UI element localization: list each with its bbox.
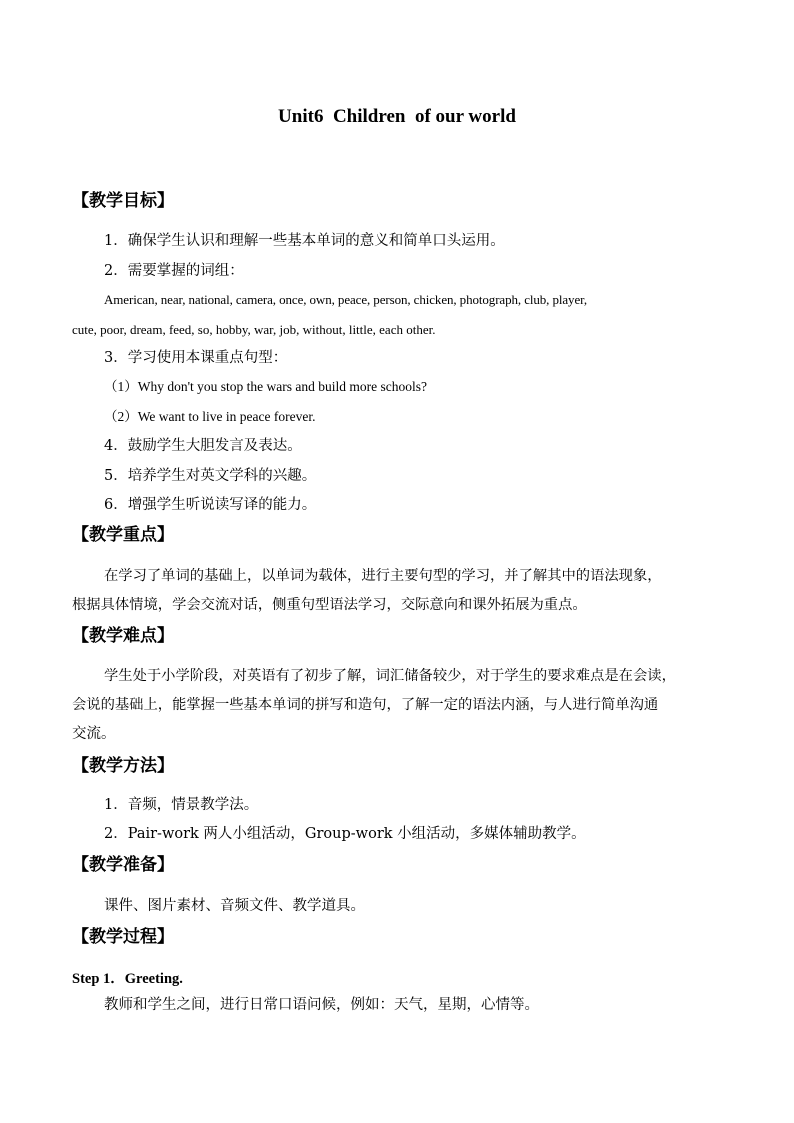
key-points-line-1: 在学习了单词的基础上，以单词为载体，进行主要句型的学习，并了解其中的语法现象， xyxy=(104,568,662,584)
step-1-title: Step 1．Greeting. xyxy=(72,971,183,987)
difficulties-heading: 【教学难点】 xyxy=(72,626,174,646)
preparation-heading: 【教学准备】 xyxy=(72,855,174,875)
methods-item-1: 1．音频，情景教学法。 xyxy=(104,797,259,813)
preparation-line-1: 课件、图片素材、音频文件、教学道具。 xyxy=(104,898,365,914)
objective-item-6: 6．增强学生听说读写译的能力。 xyxy=(104,497,317,513)
vocab-line-2: cute, poor, dream, feed, so, hobby, war, job, without, little, each other. xyxy=(72,322,436,337)
process-heading: 【教学过程】 xyxy=(72,927,174,947)
objective-item-1: 1．确保学生认识和理解一些基本单词的意义和简单口头运用。 xyxy=(104,233,505,249)
objective-item-4: 4．鼓励学生大胆发言及表达。 xyxy=(104,438,302,454)
objective-item-2: 2．需要掌握的词组： xyxy=(104,263,244,279)
document-title: Unit6 Children of our world xyxy=(278,106,516,127)
difficulties-line-3: 交流。 xyxy=(72,726,116,742)
objectives-heading: 【教学目标】 xyxy=(72,191,174,211)
key-points-line-2: 根据具体情境，学会交流对话，侧重句型语法学习，交际意向和课外拓展为重点。 xyxy=(72,597,587,613)
methods-item-2: 2．Pair-work 两人小组活动，Group-work 小组活动，多媒体辅助教学。 xyxy=(104,826,586,842)
key-sentence-2: （2）We want to live in peace forever. xyxy=(104,409,316,424)
step-1-line-1: 教师和学生之间，进行日常口语问候，例如：天气，星期，心情等。 xyxy=(104,997,539,1013)
key-points-heading: 【教学重点】 xyxy=(72,525,174,545)
difficulties-line-2: 会说的基础上，能掌握一些基本单词的拼写和造句，了解一定的语法内涵，与人进行简单沟通 xyxy=(72,697,659,713)
methods-heading: 【教学方法】 xyxy=(72,756,174,776)
objective-item-3: 3．学习使用本课重点句型： xyxy=(104,350,288,366)
key-sentence-1: （1）Why don't you stop the wars and build more schools? xyxy=(104,379,428,394)
difficulties-line-1: 学生处于小学阶段，对英语有了初步了解，词汇储备较少，对于学生的要求难点是在会读， xyxy=(104,668,676,684)
objective-item-5: 5．培养学生对英文学科的兴趣。 xyxy=(104,468,317,484)
vocab-line-1: American, near, national, camera, once, own, peace, person, chicken, photograph, club, player, xyxy=(104,292,587,307)
